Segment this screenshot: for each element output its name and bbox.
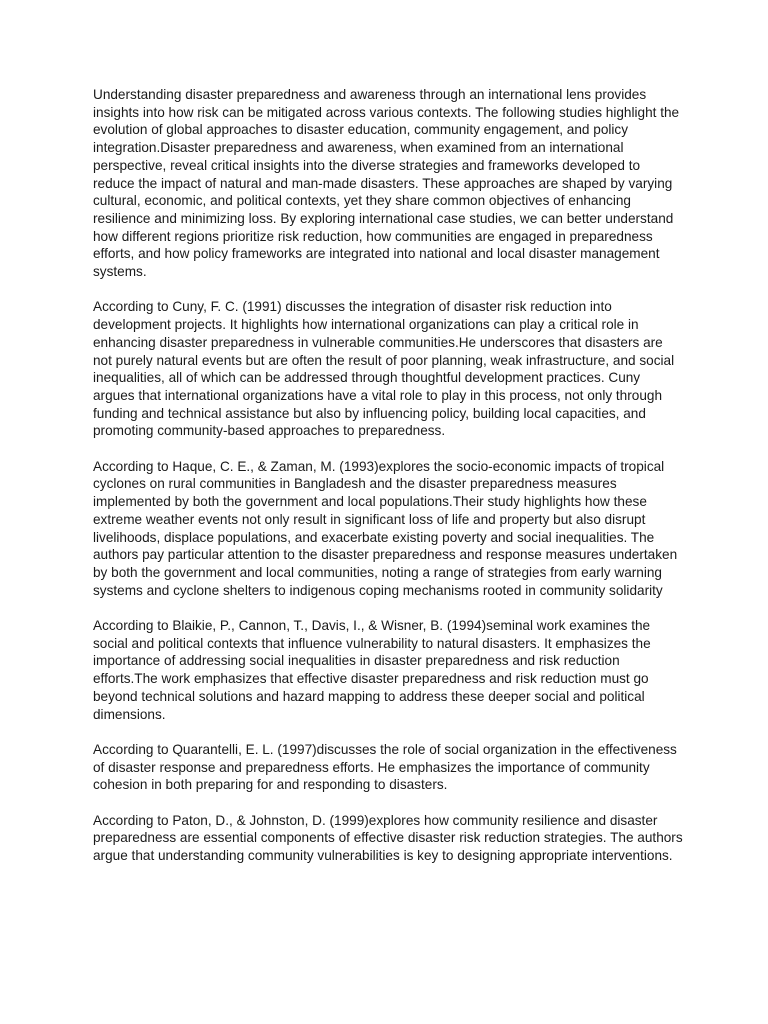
- document-body: [93, 86, 683, 883]
- paragraph-haque-zaman-1993: According to Haque, C. E., & Zaman, M. (1993)explores the socio-economic impacts of tropical cyclones on rural communities in Bangladesh and the disaster preparedness measures implemented by both the government and local populations.Their study highlights how these extreme weather events not only result in significant loss of life and property but also disrupt livelihoods, displace populations, and exacerbate existing poverty and social inequalities. The authors pay particular attention to the disaster preparedness and response measures undertaken by both the government and local communities, noting a range of strategies from early warning systems and cyclone shelters to indigenous coping mechanisms rooted in community solidarity: [93, 458, 678, 598]
- paragraph-intro: Understanding disaster preparedness and awareness through an international lens provides insights into how risk can be mitigated across various contexts. The following studies highlight the evolution of global approaches to disaster education, community engagement, and policy integration.Disaster preparedness and awareness, when examined from an international perspective, reveal critical insights into the diverse strategies and frameworks developed to reduce the impact of natural and man-made disasters. These approaches are shaped by varying cultural, economic, and political contexts, yet they share common objectives of enhancing resilience and minimizing loss. By exploring international case studies, we can better understand how different regions prioritize risk reduction, how communities are engaged in preparedness efforts, and how policy frameworks are integrated into national and local disaster management systems.: [93, 87, 680, 280]
- paragraph-cuny-1991: According to Cuny, F. C. (1991) discusses the integration of disaster risk reduction into development projects. It highlights how international organizations can play a critical role in enhancing disaster preparedness in vulnerable communities.He underscores that disasters are not purely natural events but are often the result of poor planning, weak infrastructure, and social inequalities, all of which can be addressed through thoughtful development practices. Cuny argues that international organizations have a vital role to play in this process, not only through funding and technical assistance but also by influencing policy, building local capacities, and promoting community-based approaches to preparedness.: [93, 299, 675, 439]
- paragraph-paton-johnston-1999: According to Paton, D., & Johnston, D. (1999)explores how community resilience and disaster preparedness are essential components of effective disaster risk reduction strategies. The authors argue that understanding community vulnerabilities is key to designing appropriate interventions.: [93, 812, 683, 864]
- paragraph-blaikie-1994: According to Blaikie, P., Cannon, T., Davis, I., & Wisner, B. (1994)seminal work examines the social and political contexts that influence vulnerability to natural disasters. It emphasizes the importance of addressing social inequalities in disaster preparedness and risk reduction efforts.The work emphasizes that effective disaster preparedness and risk reduction must go beyond technical solutions and hazard mapping to address these deeper social and political dimensions.: [93, 618, 651, 722]
- paragraph-quarantelli-1997: According to Quarantelli, E. L. (1997)discusses the role of social organization in the effectiveness of disaster response and preparedness efforts. He emphasizes the importance of community cohesion in both preparing for and responding to disasters.: [93, 741, 677, 793]
